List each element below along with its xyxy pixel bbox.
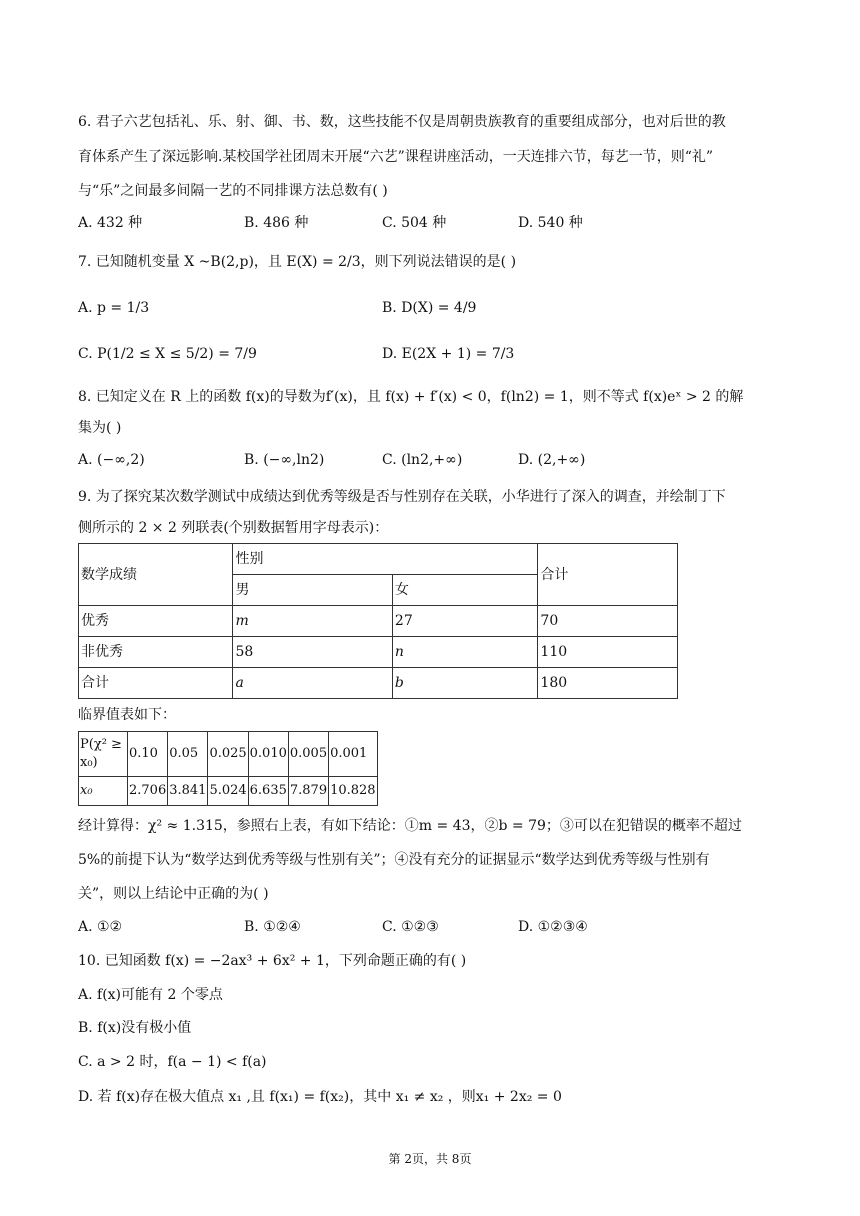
- q9-after-line3: 关”，则以上结论中正确的为( ): [78, 886, 269, 902]
- table-cell: 0.025: [208, 732, 248, 777]
- q10-option-d: D. 若 f(x)存在极大值点 x₁ ,且 f(x₁) = f(x₂)，其中 x₁ ≠ x₂ ，则x₁ + 2x₂ = 0: [78, 1089, 562, 1105]
- q10-option-c: C. a > 2 时，f(a − 1) < f(a): [78, 1054, 267, 1070]
- q6-stem-line2: 育体系产生了深远影响.某校国学社团周末开展“六艺”课程讲座活动，一天连排六节，每艺一节，则“礼”: [78, 149, 714, 165]
- table-cell: 0.05: [168, 732, 208, 777]
- header-male: 男: [233, 575, 392, 606]
- contingency-table: [78, 543, 678, 699]
- q7-stem: 7. 已知随机变量 X ~B(2,p)，且 E(X) = 2/3，则下列说法错误的是( ): [78, 254, 517, 270]
- table-cell: 180: [538, 668, 678, 699]
- critical-table-title: 临界值表如下：: [78, 707, 176, 723]
- table-row: [79, 777, 378, 806]
- table-cell: 6.635: [248, 777, 288, 806]
- q9-option-d: D. ①②③④: [518, 919, 588, 935]
- table-cell: b: [392, 668, 538, 699]
- q6-option-b: B. 486 种: [244, 215, 309, 231]
- table-cell: 7.879: [288, 777, 328, 806]
- page-footer: 第 2页，共 8页: [388, 1152, 472, 1166]
- q6-option-c: C. 504 种: [382, 215, 447, 231]
- table-cell: 5.024: [208, 777, 248, 806]
- critical-value-table: [78, 731, 378, 806]
- q9-after-line2: 5%的前提下认为“数学达到优秀等级与性别有关”；④没有充分的证据显示“数学达到优秀等级与性别有: [78, 852, 710, 868]
- table-cell: 0.001: [329, 732, 378, 777]
- table-cell: 2.706: [128, 777, 168, 806]
- q8-option-a: A. (−∞,2): [78, 452, 145, 468]
- q10-option-b: B. f(x)没有极小值: [78, 1020, 192, 1036]
- q7-option-b: B. D(X) = 4/9: [382, 300, 477, 316]
- q8-option-c: C. (ln2,+∞): [382, 452, 463, 468]
- q10-option-a: A. f(x)可能有 2 个零点: [78, 987, 223, 1003]
- table-cell: 3.841: [168, 777, 208, 806]
- table-cell: 0.005: [288, 732, 328, 777]
- table-cell: x₀: [79, 777, 128, 806]
- table-cell: n: [392, 637, 538, 668]
- table-cell: 70: [538, 606, 678, 637]
- table-cell: 非优秀: [79, 637, 233, 668]
- table-cell: 110: [538, 637, 678, 668]
- q8-stem-line1: 8. 已知定义在 R 上的函数 f(x)的导数为f′(x)，且 f(x) + f′(x) < 0，f(ln2) = 1，则不等式 f(x)eˣ > 2 的解: [78, 389, 744, 405]
- q10-stem: 10. 已知函数 f(x) = −2ax³ + 6x² + 1，下列命题正确的有( ): [78, 953, 467, 969]
- table-cell: m: [233, 606, 392, 637]
- table-row: [79, 606, 678, 637]
- table-cell: 0.010: [248, 732, 288, 777]
- table-cell: 优秀: [79, 606, 233, 637]
- q9-option-c: C. ①②③: [382, 919, 439, 935]
- q8-option-b: B. (−∞,ln2): [244, 452, 325, 468]
- q9-option-b: B. ①②④: [244, 919, 301, 935]
- table-cell: 0.10: [128, 732, 168, 777]
- q9-option-a: A. ①②: [78, 919, 123, 935]
- q8-stem-line2: 集为( ): [78, 420, 122, 436]
- q9-after-line1: 经计算得：χ² ≈ 1.315，参照右上表，有如下结论：①m = 43，②b = 79；③可以在犯错误的概率不超过: [78, 818, 742, 834]
- table-cell: P(χ² ≥ x₀): [79, 732, 128, 777]
- q6-option-a: A. 432 种: [78, 215, 143, 231]
- header-total: 合计: [538, 544, 678, 606]
- table-cell: 58: [233, 637, 392, 668]
- table-row: [79, 732, 378, 777]
- q6-stem-line1: 6. 君子六艺包括礼、乐、射、御、书、数，这些技能不仅是周朝贵族教育的重要组成部分，也对后世的教: [78, 114, 726, 130]
- table-row: [79, 637, 678, 668]
- table-row: [79, 668, 678, 699]
- q7-option-a: A. p = 1/3: [78, 300, 150, 316]
- table-cell: a: [233, 668, 392, 699]
- q6-option-d: D. 540 种: [518, 215, 583, 231]
- table-cell: 10.828: [329, 777, 378, 806]
- table-cell: 27: [392, 606, 538, 637]
- header-gender: 性别: [233, 544, 538, 575]
- q9-stem-line1: 9. 为了探究某次数学测试中成绩达到优秀等级是否与性别存在关联，小华进行了深入的调查，并绘制丁下: [78, 489, 726, 505]
- q7-option-c: C. P(1/2 ≤ X ≤ 5/2) = 7/9: [78, 346, 257, 362]
- q7-option-d: D. E(2X + 1) = 7/3: [382, 346, 515, 362]
- q6-stem-line3: 与“乐”之间最多间隔一艺的不同排课方法总数有( ): [78, 183, 388, 199]
- q8-option-d: D. (2,+∞): [518, 452, 586, 468]
- header-subject: 数学成绩: [79, 544, 233, 606]
- q9-stem-line2: 侧所示的 2 × 2 列联表(个别数据暂用字母表示)：: [78, 520, 389, 536]
- table-cell: 合计: [79, 668, 233, 699]
- header-female: 女: [392, 575, 538, 606]
